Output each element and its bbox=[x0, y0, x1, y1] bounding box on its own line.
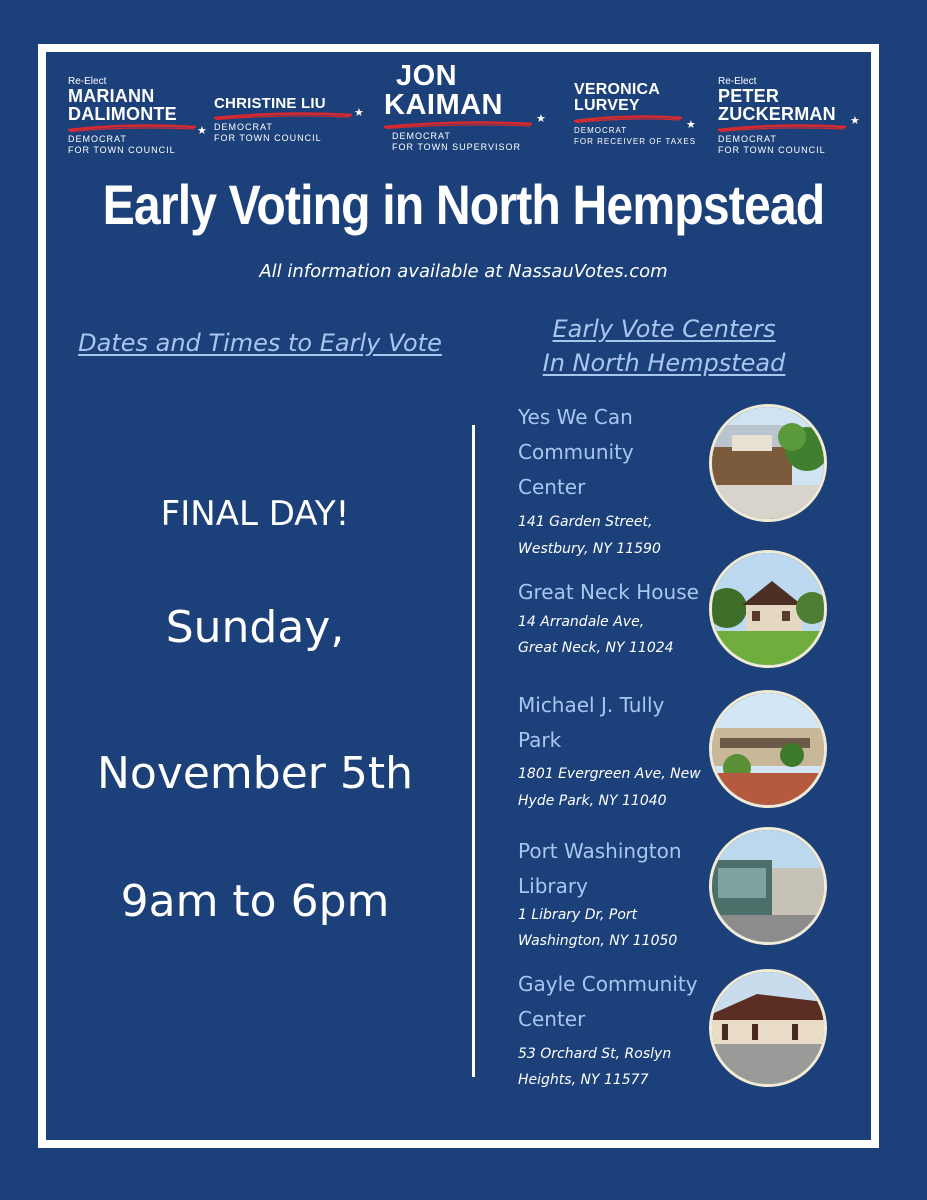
hours-text: 9am to 6pm bbox=[120, 876, 390, 927]
location-name: Port Washington bbox=[518, 839, 682, 863]
swoosh-icon bbox=[718, 124, 848, 132]
candidate-prefix: Re-Elect bbox=[68, 76, 107, 87]
candidate-party: DEMOCRAT bbox=[574, 126, 628, 135]
candidate-office: FOR TOWN SUPERVISOR bbox=[392, 142, 522, 152]
candidate-name: JON bbox=[396, 60, 458, 92]
location-address: Hyde Park, NY 11040 bbox=[518, 793, 667, 809]
centers-heading-line2: In North Hempstead bbox=[542, 349, 786, 377]
candidate-office: FOR TOWN COUNCIL bbox=[214, 133, 322, 143]
candidate-office: FOR TOWN COUNCIL bbox=[718, 145, 826, 155]
candidate-kaiman bbox=[384, 60, 546, 153]
location-name: Yes We Can bbox=[518, 405, 633, 429]
column-divider bbox=[472, 425, 475, 1077]
date-text: November 5th bbox=[96, 748, 413, 799]
building-photo bbox=[709, 690, 827, 808]
candidate-name: CHRISTINE LIU bbox=[214, 95, 326, 112]
location-name: Michael J. Tully bbox=[518, 693, 665, 717]
candidate-office: FOR RECEIVER OF TAXES bbox=[574, 137, 697, 146]
candidate-liu bbox=[214, 95, 364, 144]
candidate-name: PETER bbox=[718, 86, 780, 106]
location-name: Center bbox=[518, 1007, 586, 1031]
star-icon: ★ bbox=[354, 106, 364, 119]
location-address: Westbury, NY 11590 bbox=[518, 541, 661, 557]
dates-heading: Dates and Times to Early Vote bbox=[78, 329, 442, 357]
star-icon: ★ bbox=[686, 118, 696, 131]
building-photo bbox=[709, 550, 827, 668]
candidate-name: KAIMAN bbox=[384, 89, 503, 121]
location-name: Park bbox=[518, 728, 562, 752]
candidate-party: DEMOCRAT bbox=[392, 131, 451, 141]
building-photo bbox=[709, 969, 827, 1087]
day-text: Sunday, bbox=[165, 602, 345, 653]
location-address: Great Neck, NY 11024 bbox=[518, 640, 674, 656]
candidate-prefix: Re-Elect bbox=[718, 76, 757, 87]
location-address: Washington, NY 11050 bbox=[518, 933, 678, 949]
location-address: 14 Arrandale Ave, bbox=[518, 614, 645, 630]
centers-heading-line1: Early Vote Centers bbox=[552, 315, 776, 343]
candidate-party: DEMOCRAT bbox=[718, 134, 777, 144]
swoosh-icon bbox=[574, 115, 684, 123]
candidate-logos bbox=[56, 62, 871, 162]
star-icon: ★ bbox=[197, 124, 207, 137]
location-address: 1 Library Dr, Port bbox=[518, 907, 638, 923]
info-line: All information available at NassauVotes.com bbox=[259, 261, 668, 282]
candidate-name: LURVEY bbox=[574, 97, 640, 114]
candidate-lurvey bbox=[574, 82, 696, 147]
final-day-text: FINAL DAY! bbox=[160, 494, 350, 534]
building-photo bbox=[709, 827, 827, 945]
candidate-party: DEMOCRAT bbox=[68, 134, 127, 144]
swoosh-icon bbox=[214, 112, 354, 120]
location-name: Gayle Community bbox=[518, 972, 698, 996]
poster-title: Early Voting in North Hempstead bbox=[102, 173, 825, 236]
candidate-name: DALIMONTE bbox=[68, 104, 177, 124]
location-name: Center bbox=[518, 475, 586, 499]
location-address: 53 Orchard St, Roslyn bbox=[518, 1046, 672, 1062]
location-name: Library bbox=[518, 874, 588, 898]
swoosh-icon bbox=[384, 121, 534, 129]
star-icon: ★ bbox=[536, 112, 546, 125]
swoosh-icon bbox=[68, 124, 198, 132]
star-icon: ★ bbox=[850, 114, 860, 127]
location-address: Heights, NY 11577 bbox=[518, 1072, 649, 1088]
candidate-zuckerman bbox=[718, 76, 860, 156]
location-address: 141 Garden Street, bbox=[518, 514, 653, 530]
candidate-name: ZUCKERMAN bbox=[718, 104, 836, 124]
building-photo bbox=[709, 404, 827, 522]
candidate-office: FOR TOWN COUNCIL bbox=[68, 145, 176, 155]
candidate-name: MARIANN bbox=[68, 86, 155, 106]
candidate-name: VERONICA bbox=[574, 81, 661, 98]
location-name: Community bbox=[518, 440, 634, 464]
candidate-party: DEMOCRAT bbox=[214, 122, 273, 132]
location-name: Great Neck House bbox=[518, 580, 699, 604]
candidate-dalimonte bbox=[68, 76, 207, 156]
location-address: 1801 Evergreen Ave, New bbox=[518, 766, 701, 782]
